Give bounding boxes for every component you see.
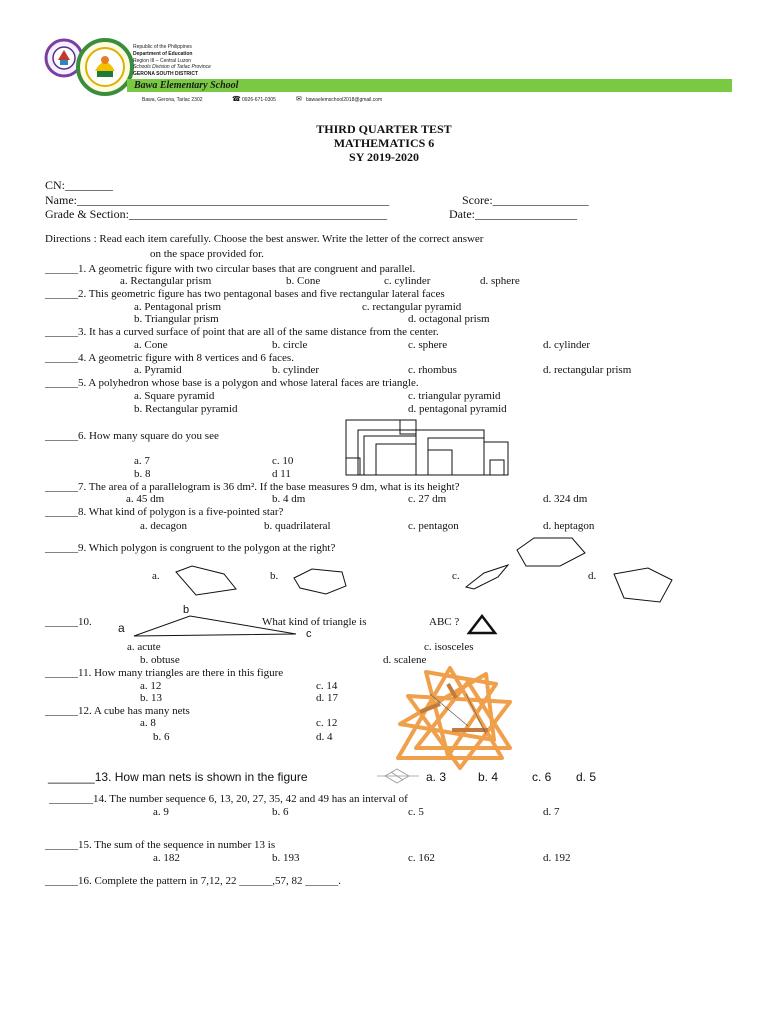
q2-option-d: d. octagonal prism [408, 313, 490, 325]
q1-option-c: c. cylinder [384, 275, 431, 287]
q4-text: ______4. A geometric figure with 8 vertices and 6 faces. [45, 352, 294, 364]
name-field[interactable]: Name:____________________________________________________ [45, 193, 389, 207]
header-phone: 0926-671-0305 [242, 97, 276, 103]
q15-option-d: d. 192 [543, 852, 571, 864]
q2-option-c: c. rectangular pyramid [362, 301, 462, 313]
header-district: GERONA SOUTH DISTRICT [133, 71, 199, 77]
q10-option-b: b. obtuse [140, 654, 180, 666]
grade-section-field[interactable]: Grade & Section:___________________________________________ [45, 207, 387, 221]
q1-option-a: a. Rectangular prism [120, 275, 212, 287]
q11-option-d: d. 17 [316, 692, 338, 704]
q8-text: ______8. What kind of polygon is a five-pointed star? [45, 506, 284, 518]
reference-pentagon [512, 535, 592, 569]
cn-field[interactable]: CN:________ [45, 178, 114, 192]
q9-parallelogram-c [462, 563, 522, 593]
q5-option-c: c. triangular pyramid [408, 390, 501, 402]
q3-option-c: c. sphere [408, 339, 448, 351]
q12-option-b: b. 6 [153, 731, 170, 743]
q14-text: ________14. The number sequence 6, 13, 20, 27, 35, 42 and 49 has an interval of [49, 793, 408, 805]
q3-text: ______3. It has a curved surface of point that are all of the same distance from the center. [45, 326, 439, 338]
q11-text: ______11. How many triangles are there in this figure [45, 667, 284, 679]
q5-option-b: b. Rectangular pyramid [134, 403, 238, 415]
q7-option-d: d. 324 dm [543, 493, 588, 505]
q5-option-a: a. Square pyramid [134, 390, 215, 402]
subject-title: MATHEMATICS 6 [333, 136, 435, 150]
q4-option-c: c. rhombus [408, 364, 457, 376]
q13-option-a: a. 3 [426, 770, 447, 784]
q14-option-c: c. 5 [408, 806, 424, 818]
q10-option-d: d. scalene [383, 654, 427, 666]
q9-option-d: d. [588, 570, 597, 582]
triangles-star-figure [390, 664, 520, 772]
q12-option-d: d. 4 [316, 731, 333, 743]
q9-pentagon-b [292, 566, 352, 598]
q8-option-d: d. heptagon [543, 520, 595, 532]
q8-option-a: a. decagon [140, 520, 188, 532]
q2-option-a: a. Pentagonal prism [134, 301, 222, 313]
q2-text: ______2. This geometric figure has two pentagonal bases and five rectangular lateral faces [45, 288, 445, 300]
phone-icon: ☎ [232, 95, 241, 103]
q5-text: ______5. A polyhedron whose base is a polygon and whose lateral faces are triangle. [45, 377, 419, 389]
q15-option-a: a. 182 [153, 852, 180, 864]
header-republic: Republic of the Philippines [133, 44, 192, 50]
q11-option-a: a. 12 [140, 680, 162, 692]
q1-option-b: b. Cone [286, 275, 321, 287]
q10-option-c: c. isosceles [424, 641, 474, 653]
q6-option-a: a. 7 [134, 455, 150, 467]
test-title: THIRD QUARTER TEST [316, 122, 452, 136]
date-field[interactable]: Date:_________________ [449, 207, 577, 221]
q10-vertex-b: b [183, 604, 190, 616]
header-email: bawaelemschool2018@gmail.com [306, 97, 383, 103]
q12-option-a: a. 8 [140, 717, 156, 729]
q16-text: ______16. Complete the pattern in 7,12, 22 ______,57, 82 ______. [45, 875, 342, 887]
q10-text: ______10. [45, 616, 92, 628]
q8-option-b: b. quadrilateral [264, 520, 331, 532]
q15-option-b: b. 193 [272, 852, 300, 864]
cube-net-icon [375, 766, 421, 786]
q6-text: ______6. How many square do you see [45, 430, 219, 442]
header-address: Bawa, Gerona, Tarlac 2302 [142, 97, 203, 103]
q7-option-b: b. 4 dm [272, 493, 306, 505]
school-logo-icon [76, 38, 134, 96]
q12-text: ______12. A cube has many nets [45, 705, 190, 717]
q2-option-b: b. Triangular prism [134, 313, 219, 325]
q14-option-b: b. 6 [272, 806, 289, 818]
triangle-icon [467, 614, 497, 636]
squares-figure [344, 418, 514, 476]
q13-option-d: d. 5 [576, 770, 597, 784]
q9-option-a: a. [152, 570, 160, 582]
header-school-name: Bawa Elementary School [134, 80, 239, 91]
q9-option-b: b. [270, 570, 279, 582]
q11-option-b: b. 13 [140, 692, 162, 704]
q6-option-d: d 11 [272, 468, 291, 480]
q6-option-c: c. 10 [272, 455, 294, 467]
header-region: Region III – Central Luzon [133, 58, 192, 64]
q5-option-d: d. pentagonal pyramid [408, 403, 507, 415]
q4-option-b: b. cylinder [272, 364, 320, 376]
q8-option-c: c. pentagon [408, 520, 459, 532]
q14-option-a: a. 9 [153, 806, 169, 818]
q13-option-b: b. 4 [478, 770, 499, 784]
q1-text: ______1. A geometric figure with two circular bases that are congruent and parallel. [45, 263, 416, 275]
q3-option-b: b. circle [272, 339, 308, 351]
q7-text: ______7. The area of a parallelogram is 36 dm². If the base measures 9 dm, what is its height? [45, 481, 460, 493]
q10-vertex-a: a [118, 621, 125, 635]
q7-option-c: c. 27 dm [408, 493, 447, 505]
q10-question: What kind of triangle is [262, 616, 367, 628]
q10-vertex-c: c [306, 628, 312, 640]
q4-option-a: a. Pyramid [134, 364, 182, 376]
q10-option-a: a. acute [127, 641, 161, 653]
q11-option-c: c. 14 [316, 680, 338, 692]
directions-line1: Directions : Read each item carefully. Choose the best answer. Write the letter of the correct answer [45, 233, 484, 245]
q9-text: ______9. Which polygon is congruent to the polygon at the right? [45, 542, 336, 554]
header-department: Department of Education [133, 51, 193, 57]
header-division: Schools Division of Tarlac Province [133, 64, 211, 70]
directions-line2: on the space provided for. [150, 248, 264, 260]
q9-option-c: c. [452, 570, 460, 582]
q9-pentagon-d [610, 566, 680, 606]
score-field[interactable]: Score:________________ [462, 193, 589, 207]
q14-option-d: d. 7 [543, 806, 560, 818]
q10-abc: ABC ? [429, 616, 460, 628]
q6-option-b: b. 8 [134, 468, 151, 480]
q12-option-c: c. 12 [316, 717, 338, 729]
school-year: SY 2019-2020 [349, 150, 419, 164]
q9-pentagon-a [172, 562, 252, 600]
q1-option-d: d. sphere [480, 275, 520, 287]
q15-option-c: c. 162 [408, 852, 435, 864]
q3-option-a: a. Cone [134, 339, 168, 351]
email-icon: ✉ [296, 95, 302, 103]
q15-text: ______15. The sum of the sequence in number 13 is [45, 839, 276, 851]
q4-option-d: d. rectangular prism [543, 364, 632, 376]
q13-option-c: c. 6 [532, 770, 552, 784]
q13-text: _______13. How man nets is shown in the figure [48, 770, 308, 784]
q3-option-d: d. cylinder [543, 339, 591, 351]
q7-option-a: a. 45 dm [126, 493, 165, 505]
